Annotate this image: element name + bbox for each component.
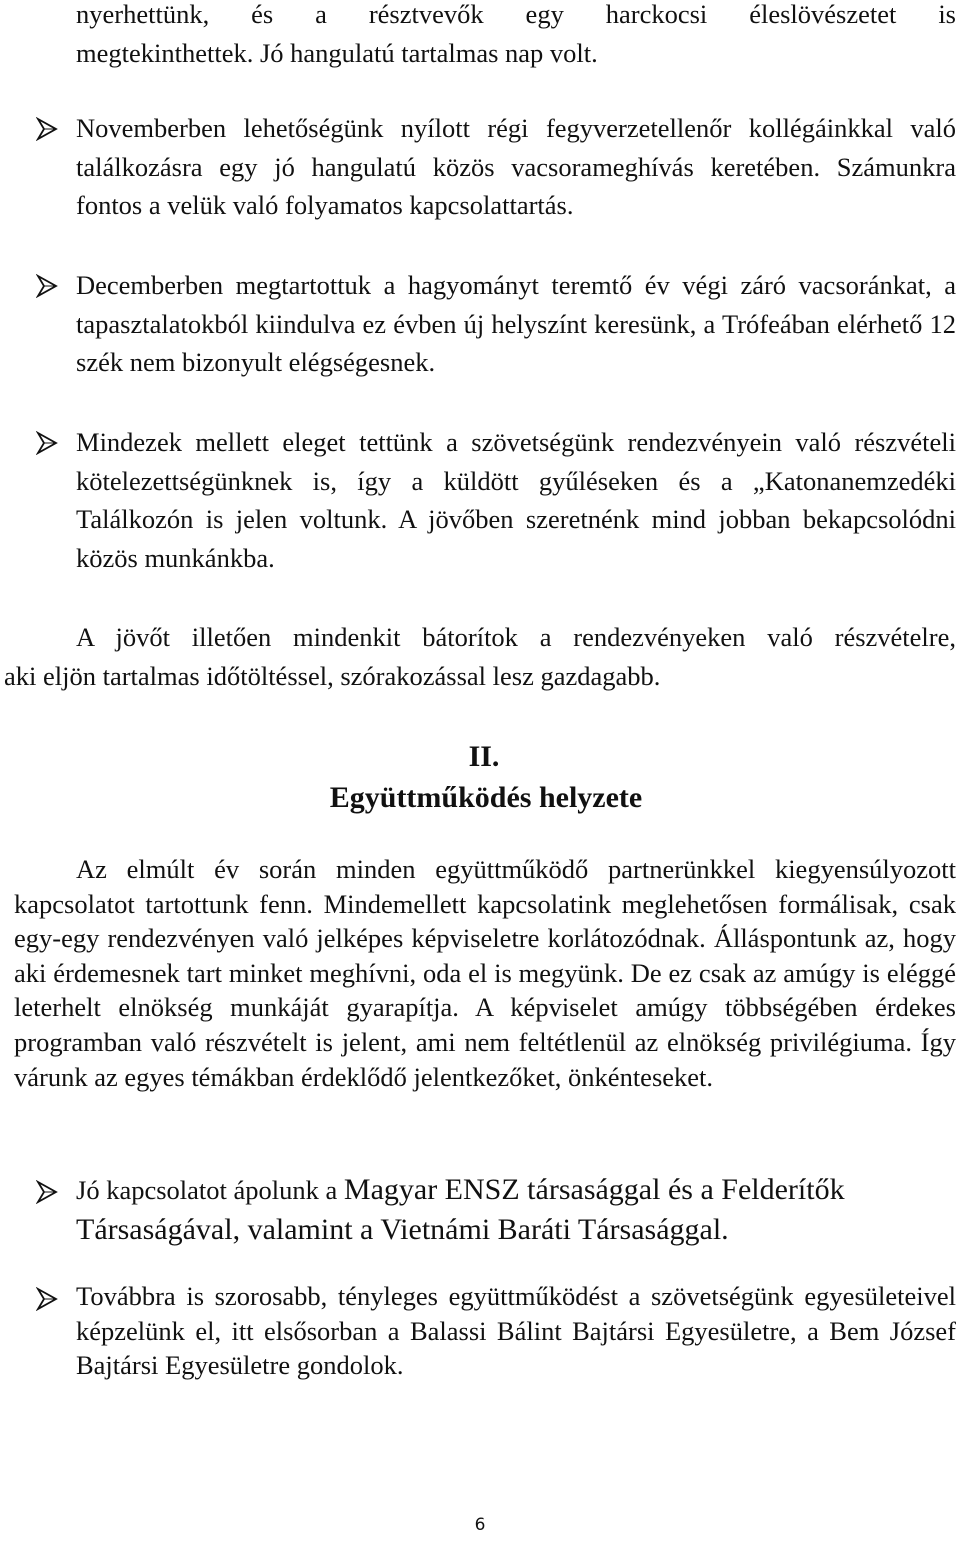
- section-title: Együttműködés helyzete: [329, 781, 643, 814]
- bullet-text-small: Jó kapcsolatot ápolunk a: [76, 1175, 344, 1205]
- bullet-text: Mindezek mellett eleget tettünk a szövetségünk rendezvényein való részvételi kötelezettségünknek is, így a küldött gyűléseken és a „Katonanemzedéki Találkozón is jelen voltunk. A jövőben szeretnénk mind jobban bekapcsolódni közös munkánkba.: [76, 427, 956, 573]
- cooperation-paragraph: Az elmúlt év során minden együttműködő partnerünkkel kiegyensúlyozott kapcsolatot tartottunk fenn. Mindemellett kapcsolatink meglehetősen formálisak, csak egy-egy rendezvényen való jelképes képviseletre korlátozódnak. Álláspontunk az, hogy aki érdemesnek tart minket meghívni, oda el is megyünk. De ez csak az amúgy is eléggé leterhelt elnökség munkáját gyarapítja. A képviselet amúgy többségében érdekes programban való részvételt is jelent, ami nem feltétlenül az elnökség privilégiuma. Így várunk az egyes témákban érdeklődő jelentkezőket, önkénteseket.: [14, 854, 956, 1092]
- bullet-item-december: [36, 266, 956, 386]
- arrowhead-bullet-icon: [36, 117, 58, 141]
- arrowhead-bullet-icon: [36, 1287, 58, 1311]
- bullet-item-federation-events: [36, 423, 956, 583]
- closing-line-2: aki eljön tartalmas időtöltéssel, szórakozással lesz gazdagabb.: [4, 660, 661, 691]
- continuation-paragraph: [76, 0, 956, 72]
- bullet-text: Továbbra is szorosabb, tényleges együttműködést a szövetségünk egyesületeivel képzelünk el, itt elsősorban a Balassi Bálint Bajtársi Egyesületre, a Bem József Bajtársi Egyesületre gondolok.: [76, 1281, 956, 1380]
- section-number: II.: [468, 740, 500, 773]
- closing-line-1: A jövőt illetően mindenkit bátorítok a rendezvényeken való részvételre,: [76, 622, 956, 652]
- continuation-line-2: megtekinthettek. Jó hangulatú tartalmas nap volt.: [76, 37, 598, 68]
- bullet-item-partners: [36, 1170, 956, 1250]
- page-number: 6: [474, 1515, 486, 1535]
- arrowhead-bullet-icon: [36, 274, 58, 298]
- bullet-text: [76, 1170, 956, 1250]
- bullet-text: Novemberben lehetőségünk nyílott régi fegyverzetellenőr kollégáinkkal való találkozásra egy jó hangulatú közös vacsorameghívás keretében. Számunkra fontos a velük való folyamatos kapcsolattartás.: [76, 113, 956, 220]
- bullet-text: Decemberben megtartottuk a hagyományt teremtő év végi záró vacsoránkat, a tapasztalatokból kiindulva ez évben új helyszínt keresünk, a Trófeában elérhető 12 szék nem bizonyult elégségesnek.: [76, 270, 956, 377]
- bullet-item-member-associations: [36, 1279, 956, 1399]
- bullet-item-november: [36, 109, 956, 229]
- arrowhead-bullet-icon: [36, 431, 58, 455]
- arrowhead-bullet-icon: [36, 1180, 58, 1204]
- closing-paragraph: [0, 618, 956, 695]
- continuation-line-1: nyerhettünk, és a résztvevők egy harckocsi éleslövészetet is: [76, 0, 956, 29]
- bullet-text-large: Magyar ENSZ társasággal és a Felderítők Társaságával, valamint a Vietnámi Baráti Társasággal.: [76, 1173, 845, 1246]
